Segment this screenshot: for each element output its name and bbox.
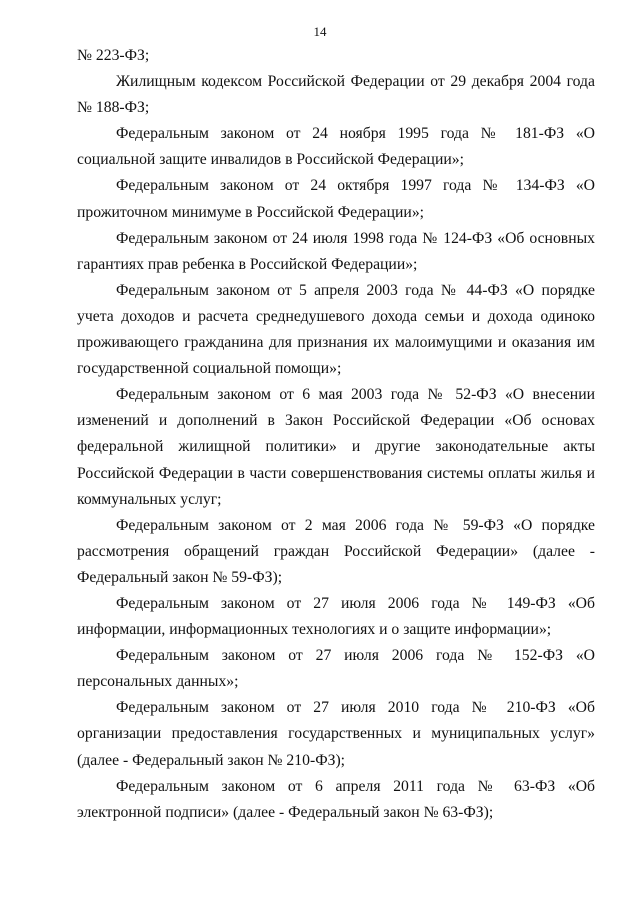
paragraph-law-124: Федеральным законом от 24 июля 1998 года № 124-ФЗ «Об основных гарантиях прав ребенка в Российской Федерации»; [77,229,595,273]
paragraph-law-149: Федеральным законом от 27 июля 2006 года № 149-ФЗ «Об информации, информационных технологиях и о защите информации»; [77,594,595,639]
document-body [77,43,595,826]
paragraph-law-52: Федеральным законом от 6 мая 2003 года № 52-ФЗ «О внесении изменений и дополнений в Закон Российской Федерации «Об основах федеральной жилищной политики» и другие законодательные акты Российской Федерации в части совершенствования системы оплаты жилья и коммунальных услуг; [77,386,595,508]
page-number: 14 [313,24,327,39]
paragraph-law-152: Федеральным законом от 27 июля 2006 года № 152-ФЗ «О персональных данных»; [77,647,595,691]
paragraph-law-59: Федеральным законом от 2 мая 2006 года № 59-ФЗ «О порядке рассмотрения обращений граждан Российской Федерации» (далее - Федеральный закон № 59-ФЗ); [77,516,595,586]
paragraph-law-210: Федеральным законом от 27 июля 2010 года № 210-ФЗ «Об организации предоставления государственных и муниципальных услуг» (далее - Федеральный закон № 210-ФЗ); [77,699,595,769]
paragraph-law-63: Федеральным законом от 6 апреля 2011 года № 63-ФЗ «Об электронной подписи» (далее - Федеральный закон № 63-ФЗ); [77,777,595,821]
paragraph-continuation: № 223-ФЗ; [77,47,150,64]
paragraph-law-44: Федеральным законом от 5 апреля 2003 года № 44-ФЗ «О порядке учета доходов и расчета среднедушевого дохода семьи и дохода одиноко проживающего гражданина для признания их малоимущими и оказания им государственной социальной помощи»; [77,281,595,378]
paragraph-law-134: Федеральным законом от 24 октября 1997 года № 134-ФЗ «О прожиточном минимуме в Российской Федерации»; [77,177,595,221]
paragraph-housing-code: Жилищным кодексом Российской Федерации от 29 декабря 2004 года № 188-ФЗ; [77,73,595,117]
paragraph-law-181: Федеральным законом от 24 ноября 1995 года № 181-ФЗ «О социальной защите инвалидов в Российской Федерации»; [77,125,595,169]
